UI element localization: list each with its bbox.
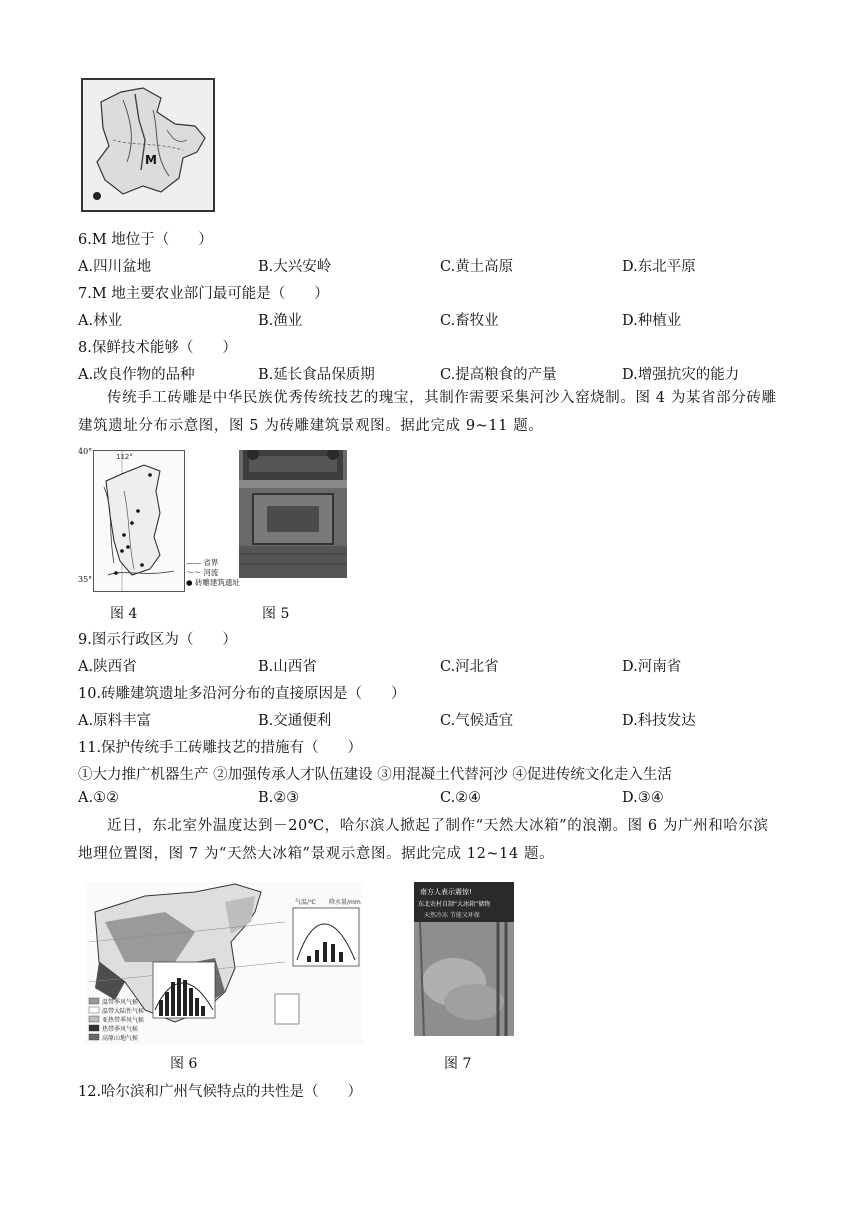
figure-6-map [85,882,363,1044]
question-9-stem: 9.图示行政区为（ ） [78,632,237,648]
legend-river: ～～ 河流 [186,568,219,577]
fig6-legend-5: 高原山地气候 [102,1035,139,1042]
figure-6-svg [85,882,363,1044]
fig4-lon-label: 112° [116,453,133,461]
q11-option-a[interactable]: A.①② [78,790,120,806]
question-12-stem: 12.哈尔滨和广州气候特点的共性是（ ） [78,1084,363,1100]
q9-option-c[interactable]: C.河北省 [440,659,499,675]
q7-option-b[interactable]: B.渔业 [258,313,303,329]
map-m-svg [83,80,213,210]
q11-option-b[interactable]: B.②③ [258,790,300,806]
figure-4-caption: 图 4 [110,606,138,622]
q6-option-b[interactable]: B.大兴安岭 [258,259,332,275]
q10-option-a[interactable]: A.原料丰富 [78,713,152,729]
q8-option-d[interactable]: D.增强抗灾的能力 [622,367,740,383]
q6-option-d[interactable]: D.东北平原 [622,259,696,275]
fig6-legend-2: 温带大陆性气候 [102,1008,145,1015]
q11-option-d[interactable]: D.③④ [622,790,664,806]
map-m-label: M [145,153,157,167]
question-11-stem: 11.保护传统手工砖雕技艺的措施有（ ） [78,740,363,756]
figure-5-photo [239,450,347,578]
q10-option-c[interactable]: C.气候适宜 [440,713,514,729]
fig7-banner-2: 东北农村自制“大冰箱”储物 [418,901,491,908]
figure-7-svg [414,882,514,1036]
fig6-legend-4: 热带季风气候 [102,1026,139,1033]
figure-5-caption: 图 5 [262,606,290,622]
fig7-banner-3: 天然冷冻 节能又环保 [424,912,480,919]
q10-option-d[interactable]: D.科技发达 [622,713,696,729]
q8-option-b[interactable]: B.延长食品保质期 [258,367,375,383]
q11-option-c[interactable]: C.②④ [440,790,482,806]
intro-paragraph-9-11: 传统手工砖雕是中华民族优秀传统技艺的瑰宝，其制作需要采集河沙入窑烧制。图 4 为某省部分砖雕建筑遗址分布示意图，图 5 为砖雕建筑景观图。据此完成 9~11 题。 [78,390,777,434]
intro-paragraph-12-14: 近日，东北室外温度达到－20℃，哈尔滨人掀起了制作“天然大冰箱”的浪潮。图 6 为广州和哈尔滨地理位置图，图 7 为“天然大冰箱”景观示意图。据此完成 12~14 题。 [78,818,769,862]
legend-boundary-label: 省界 [203,558,219,567]
question-10-stem: 10.砖雕建筑遗址多沿河分布的直接原因是（ ） [78,686,406,702]
q9-option-a[interactable]: A.陕西省 [78,659,137,675]
q10-option-b[interactable]: B.交通便利 [258,713,332,729]
q6-option-c[interactable]: C.黄土高原 [440,259,514,275]
question-11-statements: ①大力推广机器生产 ②加强传承人才队伍建设 ③用混凝土代替河沙 ④促进传统文化走入生活 [78,767,672,783]
fig6-legend-3: 亚热带季风气候 [102,1017,145,1024]
q9-option-d[interactable]: D.河南省 [622,659,682,675]
legend-site: ● 砖雕建筑遗址 [186,578,240,587]
q6-option-a[interactable]: A.四川盆地 [78,259,152,275]
fig6-precip-label: 降水量/mm [329,899,361,906]
map-figure-m [81,78,215,212]
figure-7-photo [414,882,514,1036]
question-8-stem: 8.保鲜技术能够（ ） [78,340,237,356]
figure-7-caption: 图 7 [444,1056,472,1072]
question-6-stem: 6.M 地位于（ ） [78,232,213,248]
q8-option-a[interactable]: A.改良作物的品种 [78,367,195,383]
legend-boundary: —— 省界 [186,558,219,567]
legend-river-label: 河流 [203,568,219,577]
fig4-lat-top: 40° [78,447,93,456]
figure-4-map [93,450,185,592]
fig6-legend-1: 温带季风气候 [102,999,139,1006]
fig6-temp-label: 气温/℃ [295,899,316,906]
figure-5-svg [239,450,347,578]
question-7-stem: 7.M 地主要农业部门最可能是（ ） [78,286,329,302]
q8-option-c[interactable]: C.提高粮食的产量 [440,367,557,383]
q9-option-b[interactable]: B.山西省 [258,659,317,675]
fig4-lat-bottom: 35° [78,575,93,584]
q7-option-a[interactable]: A.林业 [78,313,123,329]
q7-option-c[interactable]: C.畜牧业 [440,313,499,329]
figure-4-svg [94,451,184,591]
legend-site-label: 砖雕建筑遗址 [194,578,240,587]
fig7-banner-1: 南方人表示震惊! [420,888,472,896]
figure-6-caption: 图 6 [170,1056,198,1072]
q7-option-d[interactable]: D.种植业 [622,313,682,329]
